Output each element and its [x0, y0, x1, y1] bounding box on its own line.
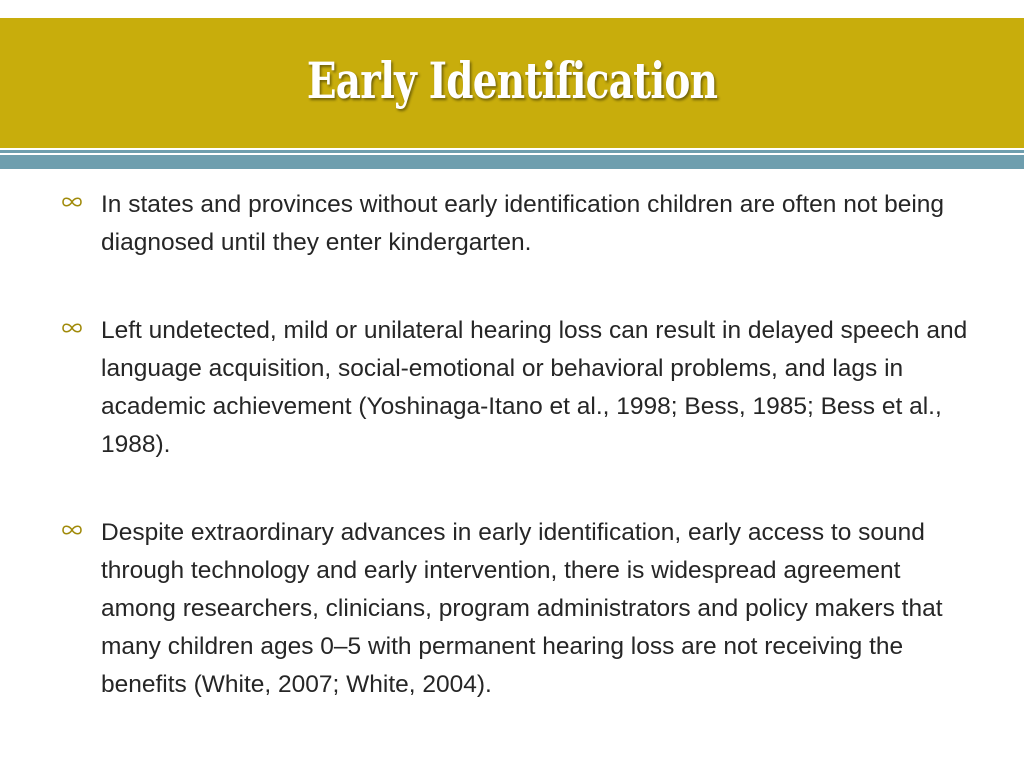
bullet-text: Despite extraordinary advances in early identification, early access to sound through technology and early intervention, there is widespread agreement among researchers, clinicians, program administrators and policy makers that many children ages 0–5 with permanent hearing loss are not receiving the benefits (White, 2007; White, 2004).: [101, 519, 943, 698]
bullet-list: [60, 186, 980, 704]
divider-thin: [0, 150, 1024, 153]
divider-thick: [0, 155, 1024, 169]
bullet-text: Left undetected, mild or unilateral hearing loss can result in delayed speech and language acquisition, social-emotional or behavioral problems, and lags in academic achievement (Yoshinaga-Itano et al., 1998; Bess, 1985; Bess et al., 1988).: [101, 317, 968, 458]
bullet-item: [60, 514, 980, 704]
slide-title: Early Identification: [306, 50, 718, 110]
loop-bullet-icon: [60, 523, 84, 537]
title-band: [0, 18, 1024, 148]
bullet-text: In states and provinces without early identification children are often not being diagnosed until they enter kindergarten.: [101, 191, 945, 256]
bullet-item: [60, 186, 980, 262]
loop-bullet-icon: [60, 195, 84, 209]
bullet-item: [60, 312, 980, 464]
loop-bullet-icon: [60, 321, 84, 335]
